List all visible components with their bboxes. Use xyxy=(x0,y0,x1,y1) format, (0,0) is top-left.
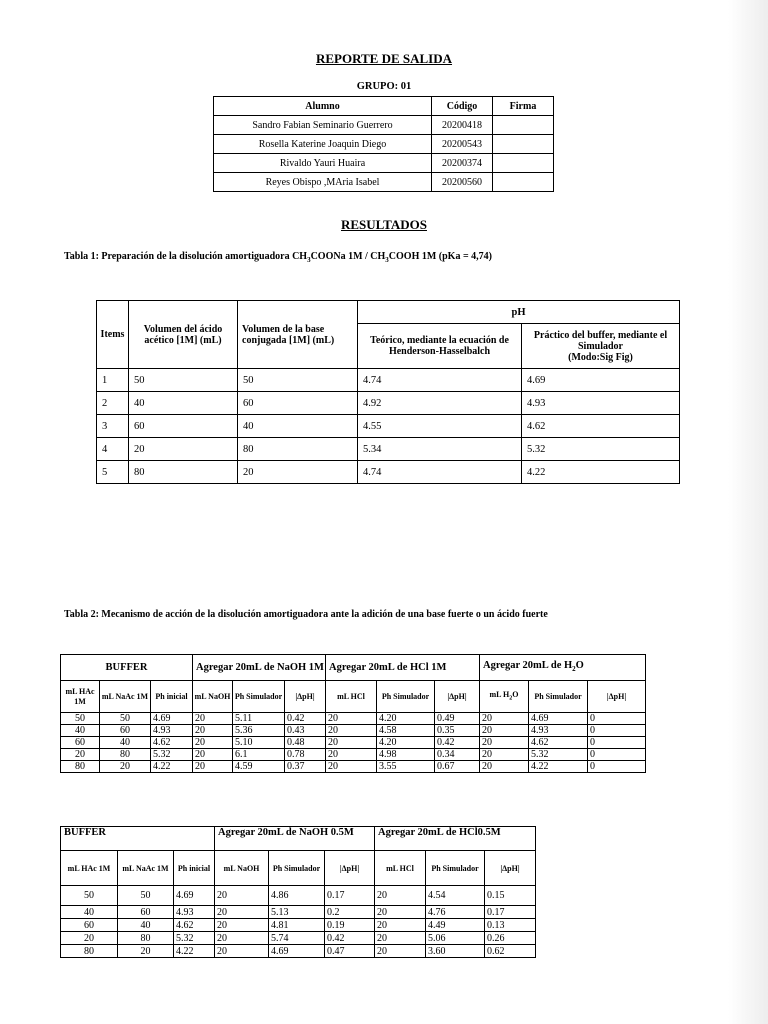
t2-cell: 0.42 xyxy=(435,737,480,749)
t3-cell: 0.2 xyxy=(325,906,375,919)
student-code: 20200374 xyxy=(432,154,493,173)
t1-cell: 4.62 xyxy=(522,415,680,438)
t3-h-dph: |ΔpH| xyxy=(325,851,375,886)
t2-cell: 0 xyxy=(588,725,646,737)
t3-cell: 4.69 xyxy=(269,945,325,958)
t1-header-ph: pH xyxy=(358,301,680,324)
t3-row xyxy=(61,945,536,958)
t3-cell: 5.06 xyxy=(426,932,485,945)
t2-cell: 80 xyxy=(61,761,100,773)
t1-header-vacid: Volumen del ácido acético [1M] (mL) xyxy=(129,301,238,369)
student-sign xyxy=(493,116,554,135)
t2-cell: 20 xyxy=(193,749,233,761)
t2-cell: 4.93 xyxy=(529,725,588,737)
table3 xyxy=(60,826,536,958)
t2-cell: 4.20 xyxy=(377,713,435,725)
t2-cell: 4.69 xyxy=(529,713,588,725)
t2-cell: 20 xyxy=(326,725,377,737)
table1-caption: Tabla 1: Preparación de la disolución amortiguadora $CH_3COONa$ $1M / CH_3COOH$ 1M (pKa = 4,74) xyxy=(64,251,492,264)
t2-group-buffer: BUFFER xyxy=(61,655,193,681)
t2-cell: 40 xyxy=(100,737,151,749)
t2-row xyxy=(61,749,646,761)
t1-cell: 40 xyxy=(238,415,358,438)
t3-cell: 0.26 xyxy=(485,932,536,945)
t2-cell: 20 xyxy=(480,725,529,737)
t2-cell: 5.32 xyxy=(529,749,588,761)
t1-cell: 50 xyxy=(129,369,238,392)
student-sign xyxy=(493,173,554,192)
t1-row xyxy=(97,369,680,392)
t1-cell: 20 xyxy=(129,438,238,461)
t3-row xyxy=(61,919,536,932)
t3-cell: 4.86 xyxy=(269,886,325,906)
student-code: 20200543 xyxy=(432,135,493,154)
t2-row xyxy=(61,761,646,773)
t3-cell: 4.81 xyxy=(269,919,325,932)
report-title: REPORTE DE SALIDA xyxy=(315,51,453,66)
t1-cell: 4.69 xyxy=(522,369,680,392)
t2-cell: 40 xyxy=(61,725,100,737)
t2-cell: 0.42 xyxy=(285,713,326,725)
t2-cell: 4.69 xyxy=(151,713,193,725)
student-row xyxy=(214,135,554,154)
t1-cell: 1 xyxy=(97,369,129,392)
student-code: 20200560 xyxy=(432,173,493,192)
t1-header-theoretical: Teórico, mediante la ecuación de Henderson-Hasselbalch xyxy=(358,324,522,369)
t3-cell: 20 xyxy=(215,932,269,945)
t2-cell: 5.11 xyxy=(233,713,285,725)
t3-h-phsim: Ph Simulador xyxy=(269,851,325,886)
t2-cell: 4.59 xyxy=(233,761,285,773)
t3-group-naoh: Agregar 20mL de NaOH 0.5M xyxy=(215,827,375,851)
group-label: GRUPO: 01 xyxy=(356,81,412,92)
t2-cell: 4.62 xyxy=(529,737,588,749)
t1-cell: 80 xyxy=(238,438,358,461)
t3-cell: 20 xyxy=(61,932,118,945)
t1-cell: 4.55 xyxy=(358,415,522,438)
t3-cell: 5.13 xyxy=(269,906,325,919)
t3-cell: 20 xyxy=(118,945,174,958)
student-row xyxy=(214,173,554,192)
t3-cell: 40 xyxy=(118,919,174,932)
t3-cell: 50 xyxy=(61,886,118,906)
t1-cell: 4.22 xyxy=(522,461,680,484)
t2-cell: 20 xyxy=(326,713,377,725)
t2-cell: 20 xyxy=(100,761,151,773)
t3-cell: 20 xyxy=(375,932,426,945)
t2-group-h2o: Agregar 20mL de $H_2O$ xyxy=(480,655,646,681)
t3-cell: 60 xyxy=(118,906,174,919)
t2-cell: 0 xyxy=(588,737,646,749)
t2-h-mlhac: mL HAc 1M xyxy=(61,681,100,713)
t2-cell: 20 xyxy=(193,725,233,737)
t2-cell: 20 xyxy=(326,749,377,761)
t3-cell: 40 xyxy=(61,906,118,919)
results-title: RESULTADOS xyxy=(341,217,427,232)
t2-cell: 50 xyxy=(61,713,100,725)
header-codigo: Código xyxy=(432,97,493,116)
t3-group-hcl: Agregar 20mL de HCl0.5M xyxy=(375,827,536,851)
t2-cell: 4.93 xyxy=(151,725,193,737)
t1-cell: 5.34 xyxy=(358,438,522,461)
t2-cell: 0.37 xyxy=(285,761,326,773)
t3-cell: 5.32 xyxy=(174,932,215,945)
t1-row xyxy=(97,392,680,415)
t3-h-mlhac: mL HAc 1M xyxy=(61,851,118,886)
t3-cell: 3.60 xyxy=(426,945,485,958)
t2-group-hcl: Agregar 20mL de HCl 1M xyxy=(326,655,480,681)
t3-cell: 0.17 xyxy=(485,906,536,919)
t2-cell: 5.10 xyxy=(233,737,285,749)
page-edge-shadow xyxy=(728,0,768,1024)
t2-cell: 0.43 xyxy=(285,725,326,737)
t1-row xyxy=(97,461,680,484)
t2-cell: 20 xyxy=(193,761,233,773)
t2-cell: 5.36 xyxy=(233,725,285,737)
t3-cell: 0.47 xyxy=(325,945,375,958)
student-name: Sandro Fabian Seminario Guerrero xyxy=(214,116,432,135)
students-table xyxy=(213,96,554,192)
t2-cell: 6.1 xyxy=(233,749,285,761)
t2-cell: 4.20 xyxy=(377,737,435,749)
t3-h-phsim-hcl: Ph Simulador xyxy=(426,851,485,886)
t2-h-dph-h2o: |ΔpH| xyxy=(588,681,646,713)
student-row xyxy=(214,116,554,135)
t1-cell: 20 xyxy=(238,461,358,484)
t1-cell: 4 xyxy=(97,438,129,461)
t2-row xyxy=(61,737,646,749)
t3-row xyxy=(61,932,536,945)
t3-h-mlnaac: mL NaAc 1M xyxy=(118,851,174,886)
t1-cell: 5 xyxy=(97,461,129,484)
t3-cell: 20 xyxy=(215,945,269,958)
t2-cell: 3.55 xyxy=(377,761,435,773)
student-name: Reyes Obispo ,MAria Isabel xyxy=(214,173,432,192)
t2-h-phsim-hcl: Ph Simulador xyxy=(377,681,435,713)
t1-row xyxy=(97,415,680,438)
t2-cell: 20 xyxy=(480,761,529,773)
t3-cell: 60 xyxy=(61,919,118,932)
t2-cell: 0.35 xyxy=(435,725,480,737)
t2-h-dph-hcl: |ΔpH| xyxy=(435,681,480,713)
t3-cell: 4.62 xyxy=(174,919,215,932)
t2-cell: 0.48 xyxy=(285,737,326,749)
t3-row xyxy=(61,906,536,919)
t2-group-naoh: Agregar 20mL de NaOH 1M xyxy=(193,655,326,681)
t2-row xyxy=(61,713,646,725)
t2-h-mlnaoh: mL NaOH xyxy=(193,681,233,713)
student-sign xyxy=(493,135,554,154)
t3-cell: 50 xyxy=(118,886,174,906)
t2-h-mlnaac: mL NaAc 1M xyxy=(100,681,151,713)
t3-row xyxy=(61,886,536,906)
t3-cell: 80 xyxy=(61,945,118,958)
t3-cell: 20 xyxy=(375,906,426,919)
t3-h-mlhcl: mL HCl xyxy=(375,851,426,886)
t3-h-phini: Ph inicial xyxy=(174,851,215,886)
t2-cell: 0.78 xyxy=(285,749,326,761)
student-name: Rosella Katerine Joaquin Diego xyxy=(214,135,432,154)
t2-cell: 5.32 xyxy=(151,749,193,761)
t1-header-items: Items xyxy=(97,301,129,369)
student-code: 20200418 xyxy=(432,116,493,135)
t1-cell: 60 xyxy=(129,415,238,438)
t2-h-phsim: Ph Simulador xyxy=(233,681,285,713)
t1-cell: 4.74 xyxy=(358,369,522,392)
t3-cell: 20 xyxy=(375,945,426,958)
t2-cell: 0 xyxy=(588,713,646,725)
t3-h-mlnaoh: mL NaOH xyxy=(215,851,269,886)
t2-cell: 60 xyxy=(61,737,100,749)
t3-cell: 0.15 xyxy=(485,886,536,906)
t2-cell: 0 xyxy=(588,761,646,773)
t1-cell: 80 xyxy=(129,461,238,484)
student-row xyxy=(214,154,554,173)
t2-cell: 20 xyxy=(326,761,377,773)
t2-cell: 60 xyxy=(100,725,151,737)
t3-cell: 4.76 xyxy=(426,906,485,919)
t3-cell: 4.22 xyxy=(174,945,215,958)
table2 xyxy=(60,654,646,773)
t3-cell: 4.69 xyxy=(174,886,215,906)
t1-cell: 4.92 xyxy=(358,392,522,415)
t3-cell: 0.17 xyxy=(325,886,375,906)
t2-cell: 20 xyxy=(480,713,529,725)
t2-cell: 0 xyxy=(588,749,646,761)
t2-h-mlhcl: mL HCl xyxy=(326,681,377,713)
t2-cell: 20 xyxy=(193,713,233,725)
t3-cell: 20 xyxy=(215,886,269,906)
t2-h-phini: Ph inicial xyxy=(151,681,193,713)
header-alumno: Alumno xyxy=(214,97,432,116)
t3-cell: 5.74 xyxy=(269,932,325,945)
t2-cell: 20 xyxy=(193,737,233,749)
t2-cell: 80 xyxy=(100,749,151,761)
student-sign xyxy=(493,154,554,173)
t2-cell: 20 xyxy=(480,737,529,749)
t3-cell: 4.49 xyxy=(426,919,485,932)
t3-cell: 80 xyxy=(118,932,174,945)
t1-cell: 40 xyxy=(129,392,238,415)
t3-cell: 0.62 xyxy=(485,945,536,958)
t1-cell: 4.74 xyxy=(358,461,522,484)
t1-cell: 50 xyxy=(238,369,358,392)
t1-cell: 5.32 xyxy=(522,438,680,461)
t2-cell: 4.58 xyxy=(377,725,435,737)
t2-cell: 4.22 xyxy=(529,761,588,773)
t2-cell: 4.22 xyxy=(151,761,193,773)
table1 xyxy=(96,300,680,484)
t2-cell: 20 xyxy=(480,749,529,761)
t3-cell: 4.54 xyxy=(426,886,485,906)
table2-caption: Tabla 2: Mecanismo de acción de la disolución amortiguadora ante la adición de una base fuerte o un ácido fuerte xyxy=(64,609,548,620)
t3-cell: 0.42 xyxy=(325,932,375,945)
t3-h-dph-hcl: |ΔpH| xyxy=(485,851,536,886)
t2-h-mlh2o: mL $H_2O$ xyxy=(480,681,529,713)
t1-cell: 4.93 xyxy=(522,392,680,415)
t1-header-practical: Práctico del buffer, mediante el Simulador (Modo:Sig Fig) xyxy=(522,324,680,369)
t3-cell: 0.19 xyxy=(325,919,375,932)
t3-cell: 20 xyxy=(375,919,426,932)
t1-cell: 2 xyxy=(97,392,129,415)
t3-cell: 0.13 xyxy=(485,919,536,932)
t3-group-buffer: BUFFER xyxy=(61,827,215,851)
t3-cell: 20 xyxy=(375,886,426,906)
t3-cell: 20 xyxy=(215,919,269,932)
t2-cell: 4.98 xyxy=(377,749,435,761)
t2-cell: 50 xyxy=(100,713,151,725)
t2-cell: 20 xyxy=(61,749,100,761)
t1-header-vbase: Volumen de la base conjugada [1M] (mL) xyxy=(238,301,358,369)
header-firma: Firma xyxy=(493,97,554,116)
t1-cell: 60 xyxy=(238,392,358,415)
t1-cell: 3 xyxy=(97,415,129,438)
t2-cell: 0.34 xyxy=(435,749,480,761)
student-name: Rivaldo Yauri Huaira xyxy=(214,154,432,173)
t3-cell: 20 xyxy=(215,906,269,919)
t2-row xyxy=(61,725,646,737)
t1-row xyxy=(97,438,680,461)
t2-cell: 0.49 xyxy=(435,713,480,725)
t2-cell: 0.67 xyxy=(435,761,480,773)
t2-h-dph: |ΔpH| xyxy=(285,681,326,713)
t2-cell: 20 xyxy=(326,737,377,749)
t3-cell: 4.93 xyxy=(174,906,215,919)
t2-h-phsim-h2o: Ph Simulador xyxy=(529,681,588,713)
t2-cell: 4.62 xyxy=(151,737,193,749)
